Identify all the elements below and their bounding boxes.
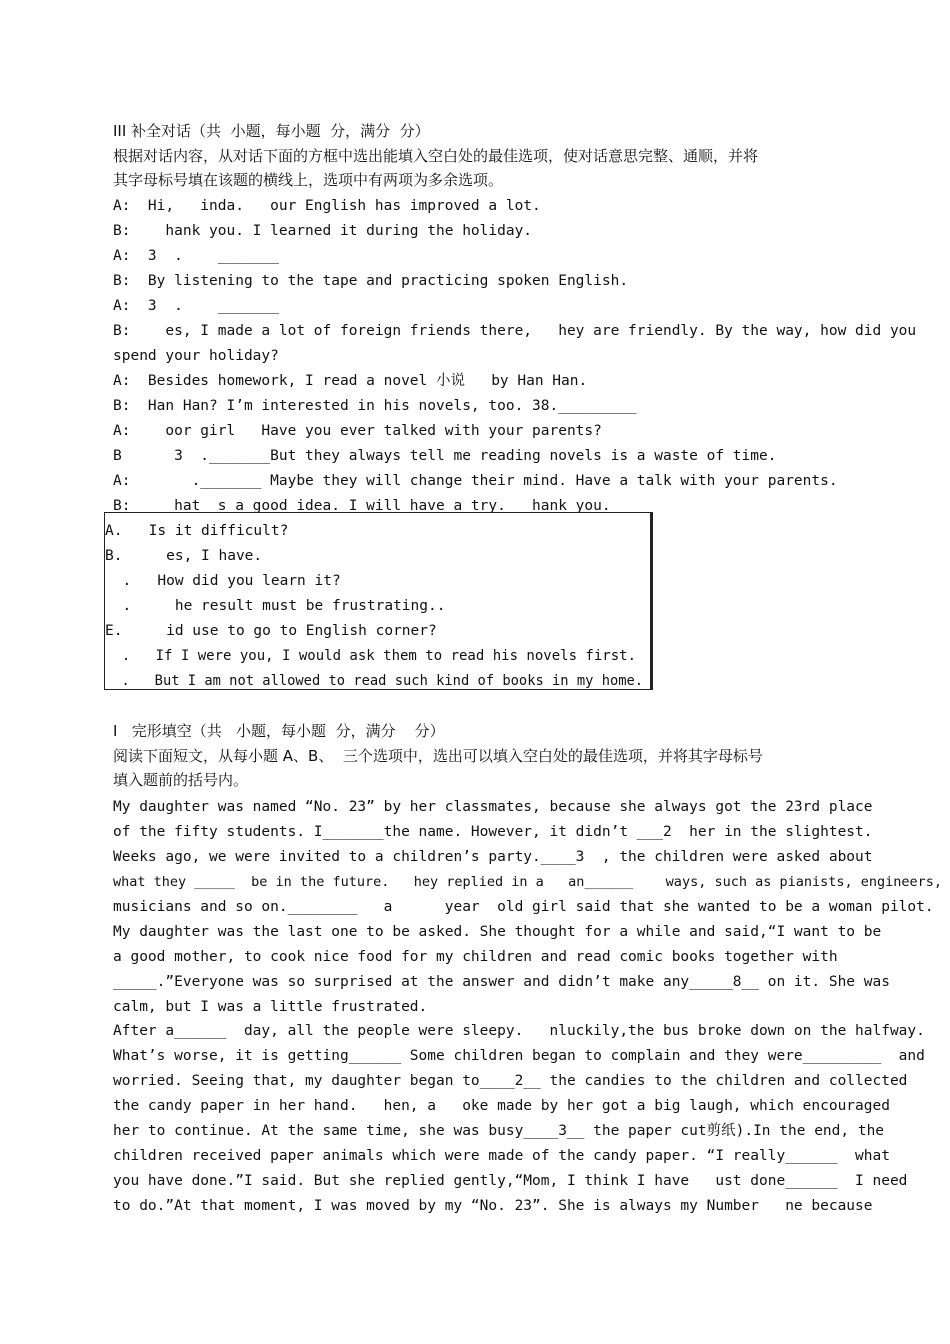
dialogue-line: A: 3 . _______ (113, 298, 279, 314)
dialogue-line: A: oor girl Have you ever talked with your parents? (113, 423, 602, 439)
dialogue-line: B: By listening to the tape and practicing spoken English. (113, 273, 629, 289)
section4-instruction-1: 阅读下面短文，从每小题 A、B、 三个选项中，选出可以填入空白处的最佳选项，并将其字母标号 (113, 747, 763, 765)
option-f: . If I were you, I would ask them to read his novels first. (105, 648, 637, 664)
options-box (104, 512, 651, 690)
passage-line: to do.”At that moment, I was moved by my “No. 23”. She is always my Number ne because (113, 1198, 873, 1214)
passage-line: worried. Seeing that, my daughter began to____2__ the candies to the children and collected (113, 1073, 908, 1089)
passage-line: you have done.”I said. But she replied gently,“Mom, I think I have ust done______ I need (113, 1173, 908, 1189)
section3-heading: III 补全对话（共 小题，每小题 分，满分 分） (113, 122, 430, 140)
section4-instruction-2: 填入题前的括号内。 (113, 771, 249, 789)
dialogue-line: A: Hi, inda. our English has improved a lot. (113, 198, 541, 214)
passage-line: My daughter was named “No. 23” by her classmates, because she always got the 23rd place (113, 799, 873, 815)
passage-line: calm, but I was a little frustrated. (113, 999, 428, 1015)
dialogue-line: spend your holiday? (113, 348, 279, 364)
dialogue-line: A: Besides homework, I read a novel 小说 by Han Han. (113, 373, 588, 389)
passage-line: her to continue. At the same time, she was busy____3__ the paper cut剪纸).In the end, the (113, 1123, 885, 1139)
passage-line: _____.”Everyone was so surprised at the answer and didn’t make any_____8__ on it. She was (113, 974, 890, 990)
passage-line: a good mother, to cook nice food for my children and read comic books together with (113, 949, 838, 965)
dialogue-line: B: es, I made a lot of foreign friends there, hey are friendly. By the way, how did you (113, 323, 917, 339)
passage-line: What’s worse, it is getting______ Some children began to complain and they were_________ and (113, 1048, 925, 1064)
option-c: . How did you learn it? (105, 573, 341, 589)
passage-line: what they _____ be in the future. hey replied in a an______ ways, such as pianists, engineers, (113, 874, 943, 890)
dialogue-line: B: hat s a good idea. I will have a try. hank you. (113, 498, 611, 514)
section4-heading: I 完形填空（共 小题，每小题 分，满分 分） (113, 722, 445, 740)
option-d: . he result must be frustrating.. (105, 598, 446, 614)
passage-line: children received paper animals which were made of the candy paper. “I really______ what (113, 1148, 890, 1164)
dialogue-line: B 3 ._______But they always tell me reading novels is a waste of time. (113, 448, 777, 464)
passage-line: My daughter was the last one to be asked. She thought for a while and said,“I want to be (113, 924, 882, 940)
passage-line: musicians and so on.________ a year old girl said that she wanted to be a woman pilot. (113, 899, 934, 915)
passage-line: the candy paper in her hand. hen, a oke made by her got a big laugh, which encouraged (113, 1098, 890, 1114)
passage-line: After a______ day, all the people were sleepy. nluckily,the bus broke down on the halfway. (113, 1023, 925, 1039)
option-e: E. id use to go to English corner? (105, 623, 437, 639)
option-g: . But I am not allowed to read such kind of books in my home. (105, 673, 644, 689)
option-b: B. es, I have. (105, 548, 263, 564)
dialogue-line: B: hank you. I learned it during the holiday. (113, 223, 533, 239)
passage-line: Weeks ago, we were invited to a children’s party.____3 , the children were asked about (113, 849, 873, 865)
dialogue-line: A: ._______ Maybe they will change their mind. Have a talk with your parents. (113, 473, 838, 489)
passage-line: of the fifty students. I_______the name. However, it didn’t ___2 her in the slightest. (113, 824, 873, 840)
section3-instruction-2: 其字母标号填在该题的横线上，选项中有两项为多余选项。 (113, 171, 504, 189)
option-a: A. Is it difficult? (105, 523, 289, 539)
section3-instruction-1: 根据对话内容，从对话下面的方框中选出能填入空白处的最佳选项，使对话意思完整、通顺，并将 (113, 147, 759, 165)
dialogue-line: A: 3 . _______ (113, 248, 279, 264)
dialogue-line: B: Han Han? I’m interested in his novels, too. 38._________ (113, 398, 637, 414)
